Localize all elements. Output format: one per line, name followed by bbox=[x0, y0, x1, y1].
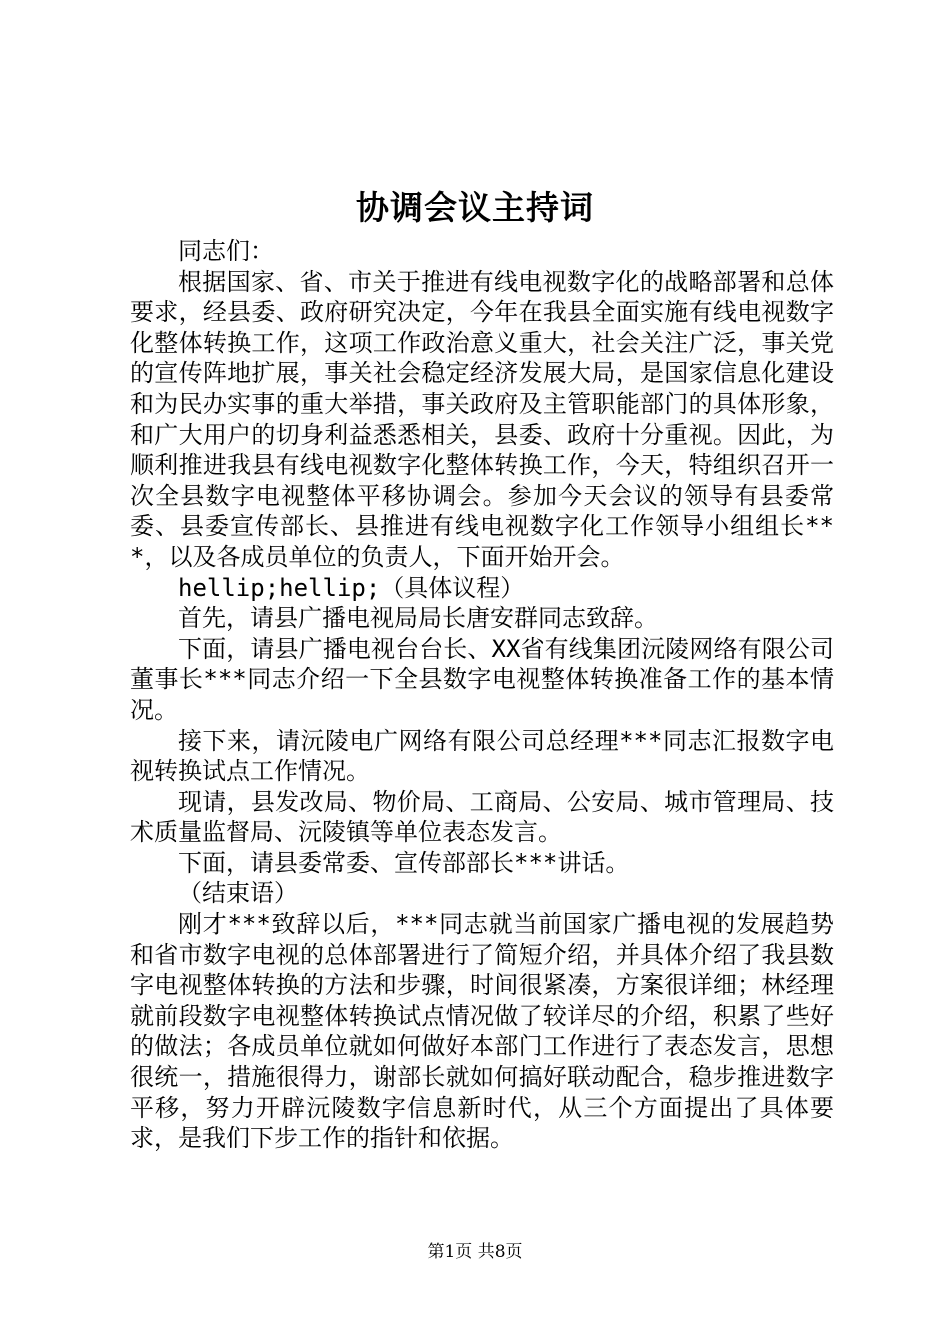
paragraph-minister-speech: 下面，请县委常委、宣传部部长***讲话。 bbox=[178, 848, 630, 877]
document-body bbox=[130, 236, 834, 1154]
paragraph-third-speaker: 接下来，请沅陵电广网络有限公司总经理***同志汇报数字电视转换试点工作情况。 bbox=[130, 726, 834, 786]
document-title: 协调会议主持词 bbox=[356, 188, 594, 227]
paragraph-opening: 根据国家、省、市关于推进有线电视数字化的战略部署和总体要求，经县委、政府研究决定，今年在我县全面实施有线电视数字化整体转换工作，这项工作政治意义重大，社会关注广泛，事关党的宣传阵地扩展，事关社会稳定经济发展大局，是国家信息化建设和为民办实事的重大举措，事关政府及主管职能部门的具体形象，和广大用户的切身利益悉悉相关，县委、政府十分重视。因此，为顺利推进我县有线电视数字化整体转换工作，今天，特组织召开一次全县数字电视整体平移协调会。参加今天会议的领导有县委常委、县委宣传部长、县推进有线电视数字化工作领导小组组长***，以及各成员单位的负责人，下面开始开会。 bbox=[130, 267, 834, 571]
paragraph-salutation: 同志们： bbox=[178, 237, 274, 265]
paragraph-units-statements: 现请，县发改局、物价局、工商局、公安局、城市管理局、技术质量监督局、沅陵镇等单位表态发言。 bbox=[130, 787, 834, 847]
paragraph-second-speaker: 下面，请县广播电视台台长、XX省有线集团沅陵网络有限公司董事长***同志介绍一下全县数字电视整体转换准备工作的基本情况。 bbox=[130, 634, 834, 724]
paragraph-closing-marker: （结束语） bbox=[178, 879, 298, 908]
paragraph-closing: 刚才***致辞以后，***同志就当前国家广播电视的发展趋势和省市数字电视的总体部署进行了简短介绍，并具体介绍了我县数字电视整体转换的方法和步骤，时间很紧凑，方案很详细；林经理就前段数字电视整体转换试点情况做了较详尽的介绍，积累了些好的做法；各成员单位就如何做好本部门工作进行了表态发言，思想很统一，措施很得力，谢部长就如何搞好联动配合，稳步推进数字平移，努力开辟沅陵数字信息新时代，从三个方面提出了具体要求，是我们下步工作的指针和依据。 bbox=[130, 910, 834, 1153]
paragraph-first-speaker: 首先，请县广播电视局局长唐安群同志致辞。 bbox=[178, 604, 658, 633]
page-footer: 第1页 共8页 bbox=[427, 1242, 523, 1262]
paragraph-agenda-marker: hellip;hellip;（具体议程） bbox=[178, 573, 525, 602]
